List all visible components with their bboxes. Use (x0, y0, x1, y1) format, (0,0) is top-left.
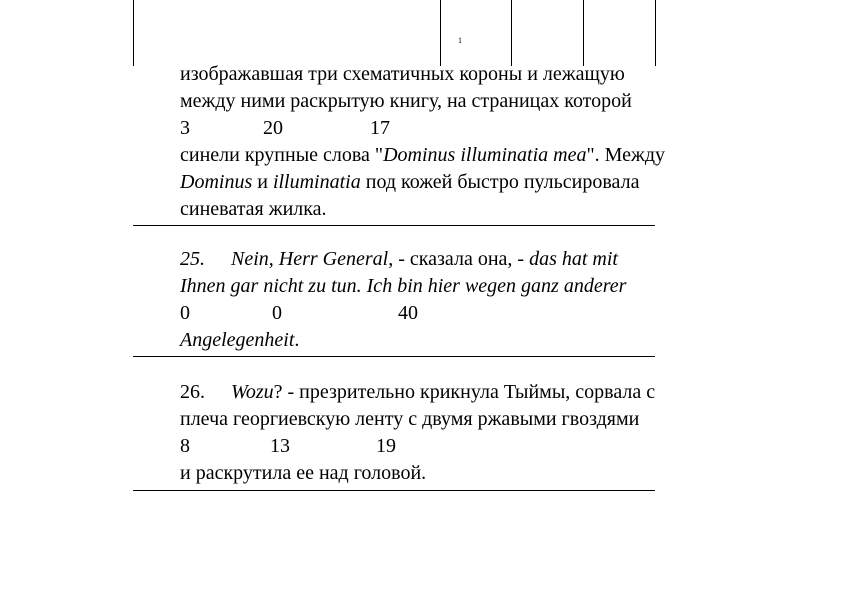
number-value: 0 (180, 302, 190, 324)
separator-line (133, 225, 655, 226)
table-column-rule (133, 0, 134, 66)
table-column-rule (583, 0, 584, 66)
text-line: синели крупные слова "Dominus illuminatia mea". Между (180, 144, 666, 166)
page-marker: 1 (458, 36, 462, 45)
number-value: 20 (263, 117, 283, 139)
table-column-rule (655, 0, 656, 66)
text-line: плеча георгиевскую ленту с двумя ржавыми гвоздями (180, 408, 640, 430)
text-line: Angelegenheit. (180, 329, 300, 351)
text-line: синеватая жилка. (180, 198, 327, 220)
text-line: 26. Wozu? - презрительно крикнула Тыймы, сорвала с (180, 381, 656, 403)
text-line: и раскрутила ее над головой. (180, 462, 427, 484)
number-value: 3 (180, 117, 190, 139)
number-value: 13 (270, 435, 290, 457)
text-line: 25. Nein, Herr General, - сказала она, - das hat mit (180, 248, 618, 270)
text-line: изображавшая три схематичных короны и лежащую (180, 63, 625, 85)
text-line: Ihnen gar nicht zu tun. Ich bin hier wegen ganz anderer (180, 275, 627, 297)
text-line: Dominus и illuminatia под кожей быстро пульсировала (180, 171, 640, 193)
separator-line (133, 356, 655, 357)
number-value: 17 (370, 117, 390, 139)
number-value: 40 (398, 302, 418, 324)
text-line: между ними раскрытую книгу, на страницах которой (180, 90, 632, 112)
separator-line (133, 490, 655, 491)
number-value: 8 (180, 435, 190, 457)
number-value: 0 (272, 302, 282, 324)
number-value: 19 (376, 435, 396, 457)
table-column-rule (511, 0, 512, 66)
table-column-rule (440, 0, 441, 66)
